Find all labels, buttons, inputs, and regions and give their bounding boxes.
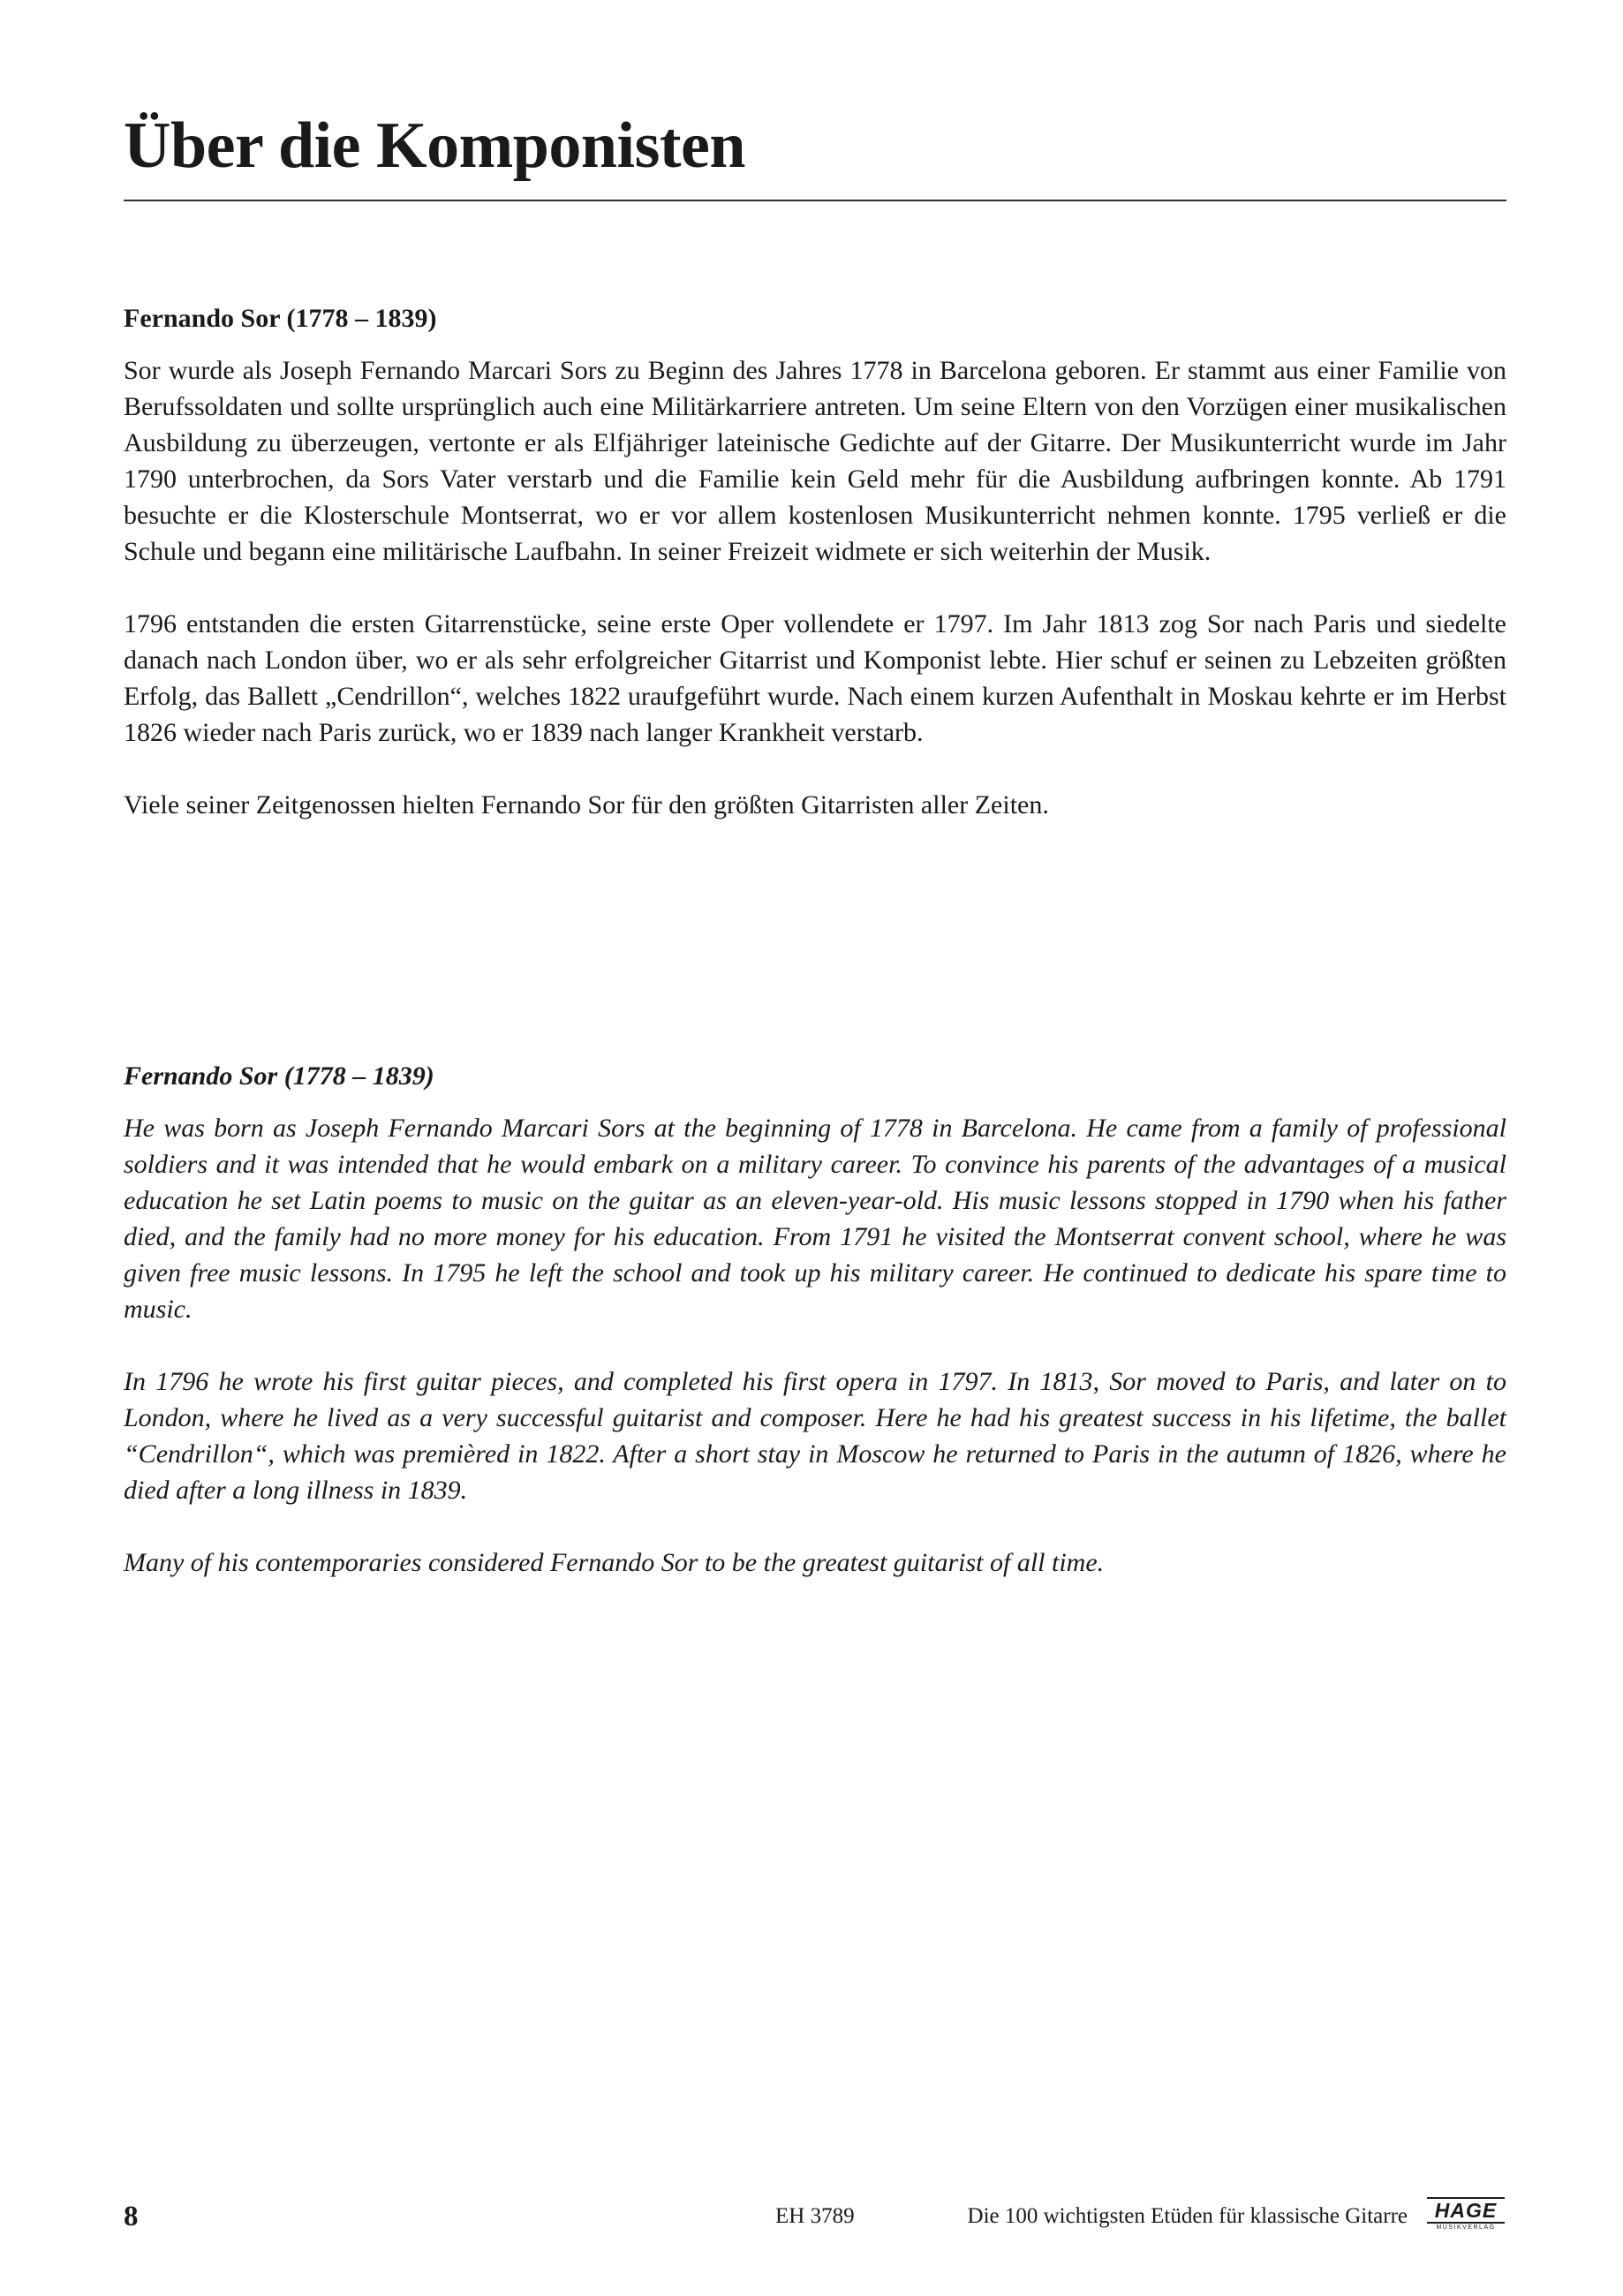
publisher-logo	[1425, 2197, 1506, 2236]
english-composer-heading: Fernando Sor (1778 – 1839)	[124, 1061, 434, 1091]
english-paragraph-2: In 1796 he wrote his first guitar pieces, and completed his first opera in 1797. In 1813, Sor moved to Paris, and later on to London, where he lived as a very successful guitarist and composer. Here he had his greatest success in his lifetime, the ballet “Cendrillon“, which was premièred in 1822. After a short stay in Moscow he returned to Paris in the autumn of 1826, where he died after a long illness in 1839.	[124, 1367, 1506, 1505]
catalog-number: EH 3789	[775, 2204, 855, 2228]
title-divider	[124, 200, 1506, 201]
page-footer	[124, 2197, 1506, 2236]
page-number: 8	[124, 2201, 139, 2232]
page-title: Über die Komponisten	[124, 110, 746, 182]
publisher-logo-wordmark: HAGE	[1427, 2197, 1505, 2224]
english-paragraph-3: Many of his contemporaries considered Fernando Sor to be the greatest guitarist of all time.	[124, 1548, 1105, 1577]
german-paragraph-3: Viele seiner Zeitgenossen hielten Fernando Sor für den größten Gitarristen aller Zeiten.	[124, 790, 1049, 819]
english-paragraph-1: He was born as Joseph Fernando Marcari Sors at the beginning of 1778 in Barcelona. He came from a family of professional soldiers and it was intended that he would embark on a military career. To convince his parents of the advantages of a musical education he set Latin poems to music on the guitar as an eleven-year-old. His music lessons stopped in 1790 when his father died, and the family had no more money for his education. From 1791 he visited the Montserrat convent school, where he was given free music lessons. In 1795 he left the school and took up his military career. He continued to dedicate his spare time to music.	[124, 1114, 1506, 1324]
german-paragraph-2: 1796 entstanden die ersten Gitarrenstücke, seine erste Oper vollendete er 1797. Im Jahr 1813 zog Sor nach Paris und siedelte danach nach London über, wo er als sehr erfolgreicher Gitarrist und Komponist lebte. Hier schuf er seinen zu Lebzeiten größten Erfolg, das Ballett „Cendrillon“, welches 1822 uraufgeführt wurde. Nach einem kurzen Aufenthalt in Moskau kehrte er im Herbst 1826 wieder nach Paris zurück, wo er 1839 nach langer Krankheit verstarb.	[124, 609, 1506, 747]
german-paragraph-1: Sor wurde als Joseph Fernando Marcari Sors zu Beginn des Jahres 1778 in Barcelona geboren. Er stammt aus einer Familie von Berufssoldaten und sollte ursprünglich auch eine Militärkarriere antreten. Um seine Eltern von den Vorzügen einer musikalischen Ausbildung zu überzeugen, vertonte er als Elfjähriger lateinische Gedichte auf der Gitarre. Der Musikunterricht wurde im Jahr 1790 unterbrochen, da Sors Vater verstarb und die Familie kein Geld mehr für die Ausbildung aufbringen konnte. Ab 1791 besuchte er die Klosterschule Montserrat, wo er vor allem kostenlosen Musikunterricht nehmen konnte. 1795 verließ er die Schule und begann eine militärische Laufbahn. In seiner Freizeit widmete er sich weiterhin der Musik.	[124, 356, 1506, 566]
english-biography-section	[124, 1058, 1506, 1617]
publisher-logo-subtitle: MUSIKVERLAG	[1436, 2224, 1496, 2231]
book-title: Die 100 wichtigsten Etüden für klassische Gitarre	[967, 2204, 1408, 2228]
german-biography-section	[124, 300, 1506, 859]
german-composer-heading: Fernando Sor (1778 – 1839)	[124, 304, 437, 333]
